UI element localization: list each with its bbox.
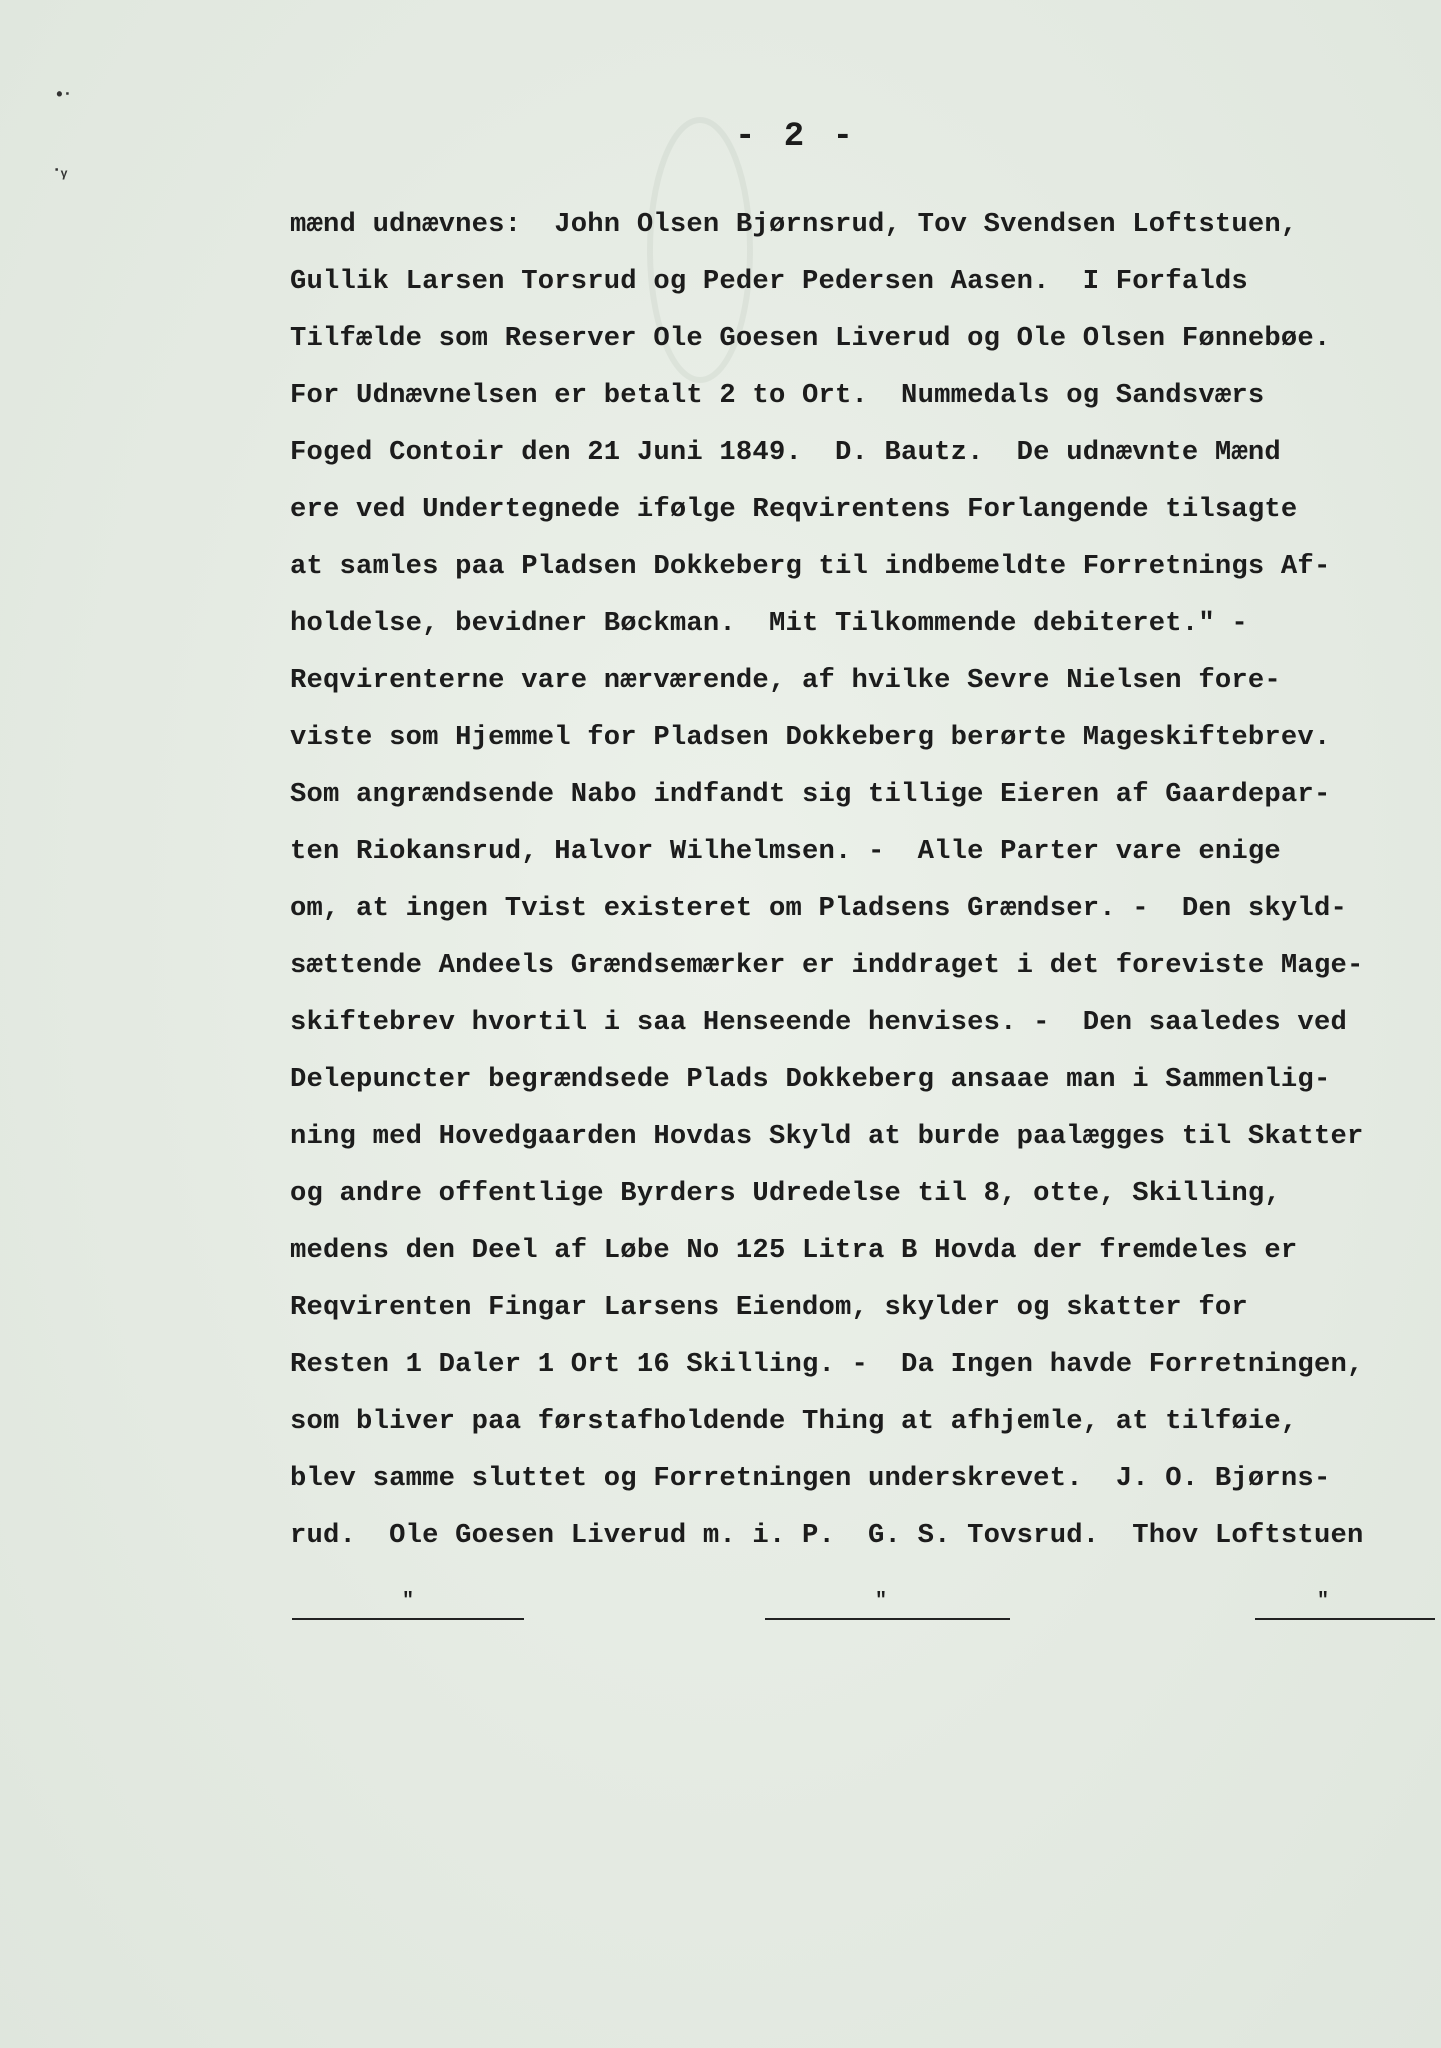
ditto-mark-center: " (875, 1590, 888, 1613)
text-line-12: ten Riokansrud, Halvor Wilhelmsen. - Alle Parter vare enige (290, 836, 1281, 867)
ditto-mark-right: " (1317, 1590, 1330, 1613)
text-line-23: blev samme sluttet og Forretningen underskrevet. J. O. Bjørns- (290, 1463, 1331, 1494)
text-line-4: For Udnævnelsen er betalt 2 to Ort. Nummedals og Sandsværs (290, 380, 1265, 411)
text-line-8: holdelse, bevidner Bøckman. Mit Tilkommende debiteret." - (290, 608, 1248, 639)
text-line-20: Reqvirenten Fingar Larsens Eiendom, skylder og skatter for (290, 1292, 1248, 1323)
text-line-18: og andre offentlige Byrders Udredelse til 8, otte, Skilling, (290, 1178, 1281, 1209)
text-line-9: Reqvirenterne vare nærværende, af hvilke Sevre Nielsen fore- (290, 665, 1281, 696)
text-line-10: viste som Hjemmel for Pladsen Dokkeberg berørte Mageskiftebrev. (290, 722, 1331, 753)
text-line-19: medens den Deel af Løbe No 125 Litra B Hovda der fremdeles er (290, 1235, 1298, 1266)
text-line-24: rud. Ole Goesen Liverud m. i. P. G. S. Tovsrud. Thov Loftstuen (290, 1520, 1364, 1551)
text-line-3: Tilfælde som Reserver Ole Goesen Liverud og Ole Olsen Fønnebøe. (290, 323, 1331, 354)
ditto-mark-left: " (402, 1590, 415, 1613)
text-line-21: Resten 1 Daler 1 Ort 16 Skilling. - Da Ingen havde Forretningen, (290, 1349, 1364, 1380)
text-line-2: Gullik Larsen Torsrud og Peder Pedersen Aasen. I Forfalds (290, 266, 1248, 297)
text-line-17: ning med Hovedgaarden Hovdas Skyld at burde paalægges til Skatter (290, 1121, 1364, 1152)
signature-rule-right (1255, 1590, 1435, 1620)
page-number: - 2 - (735, 118, 858, 156)
text-line-14: sættende Andeels Grændsemærker er inddraget i det foreviste Mage- (290, 950, 1364, 981)
text-line-15: skiftebrev hvortil i saa Henseende henvises. - Den saaledes ved (290, 1007, 1347, 1038)
text-line-13: om, at ingen Tvist existeret om Pladsens Grændser. - Den skyld- (290, 893, 1347, 924)
signature-rule-left (292, 1590, 524, 1620)
margin-mark-bottom: ᐧᵧ (54, 162, 70, 182)
text-line-6: ere ved Undertegnede ifølge Reqvirentens Forlangende tilsagte (290, 494, 1298, 525)
text-line-7: at samles paa Pladsen Dokkeberg til indbemeldte Forretnings Af- (290, 551, 1331, 582)
margin-mark-top: •ᐧ (54, 86, 70, 106)
typed-text-body (290, 196, 1430, 1564)
text-line-16: Delepuncter begrændsede Plads Dokkeberg ansaae man i Sammenlig- (290, 1064, 1331, 1095)
text-line-11: Som angrændsende Nabo indfandt sig tillige Eieren af Gaardepar- (290, 779, 1331, 810)
text-line-5: Foged Contoir den 21 Juni 1849. D. Bautz. De udnævnte Mænd (290, 437, 1281, 468)
text-line-22: som bliver paa førstafholdende Thing at afhjemle, at tilføie, (290, 1406, 1298, 1437)
signature-rule-center (765, 1590, 1010, 1620)
text-line-1: mænd udnævnes: John Olsen Bjørnsrud, Tov Svendsen Loftstuen, (290, 209, 1298, 240)
